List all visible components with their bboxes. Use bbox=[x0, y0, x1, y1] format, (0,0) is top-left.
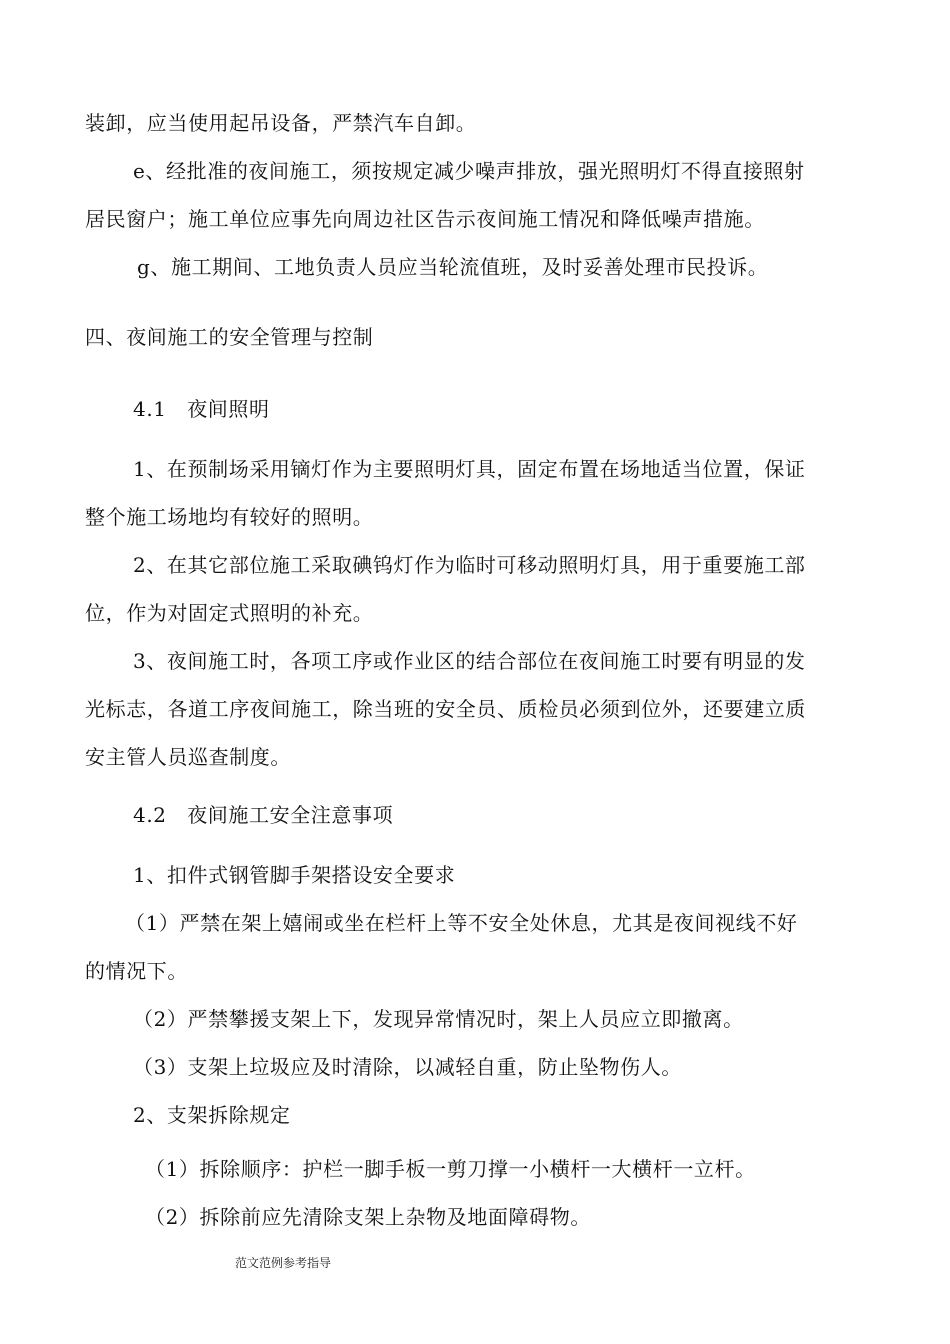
subsection-heading: 4.2 夜间施工安全注意事项 bbox=[133, 803, 394, 827]
paragraph-line: 光标志，各道工序夜间施工，除当班的安全员、质检员必须到位外，还要建立质 bbox=[85, 697, 806, 721]
paragraph-line: 1、扣件式钢管脚手架搭设安全要求 bbox=[133, 863, 456, 887]
paragraph-line: 1、在预制场采用镝灯作为主要照明灯具，固定布置在场地适当位置，保证 bbox=[133, 457, 806, 481]
paragraph-line: 整个施工场地均有较好的照明。 bbox=[85, 505, 374, 529]
paragraph-line: 3、夜间施工时，各项工序或作业区的结合部位在夜间施工时要有明显的发 bbox=[133, 649, 806, 673]
paragraph-line: 位，作为对固定式照明的补充。 bbox=[85, 601, 374, 625]
paragraph-line: 装卸，应当使用起吊设备，严禁汽车自卸。 bbox=[85, 111, 477, 135]
page-footer: 范文范例参考指导 bbox=[235, 1256, 332, 1270]
paragraph-line: e、经批准的夜间施工，须按规定减少噪声排放，强光照明灯不得直接照射 bbox=[133, 159, 805, 183]
paragraph-line: （2）拆除前应先清除支架上杂物及地面障碍物。 bbox=[145, 1205, 591, 1229]
paragraph-line: 2、在其它部位施工采取碘钨灯作为临时可移动照明灯具，用于重要施工部 bbox=[133, 553, 806, 577]
paragraph-line: g、施工期间、工地负责人员应当轮流值班，及时妥善处理市民投诉。 bbox=[137, 255, 769, 279]
paragraph-line: 居民窗户；施工单位应事先向周边社区告示夜间施工情况和降低噪声措施。 bbox=[85, 207, 765, 231]
paragraph-line: （3）支架上垃圾应及时清除，以减轻自重，防止坠物伤人。 bbox=[133, 1055, 682, 1079]
paragraph-line: 安主管人员巡查制度。 bbox=[85, 745, 291, 769]
paragraph-line: （1）拆除顺序：护栏一脚手板一剪刀撑一小横杆一大横杆一立杆。 bbox=[145, 1157, 756, 1181]
subsection-heading: 4.1 夜间照明 bbox=[133, 397, 270, 421]
paragraph-line: （1）严禁在架上嬉闹或坐在栏杆上等不安全处休息，尤其是夜间视线不好 bbox=[125, 911, 798, 935]
section-heading: 四、夜间施工的安全管理与控制 bbox=[85, 325, 374, 349]
paragraph-line: 2、支架拆除规定 bbox=[133, 1103, 291, 1127]
paragraph-line: 的情况下。 bbox=[85, 959, 188, 983]
paragraph-line: （2）严禁攀援支架上下，发现异常情况时，架上人员应立即撤离。 bbox=[133, 1007, 744, 1031]
